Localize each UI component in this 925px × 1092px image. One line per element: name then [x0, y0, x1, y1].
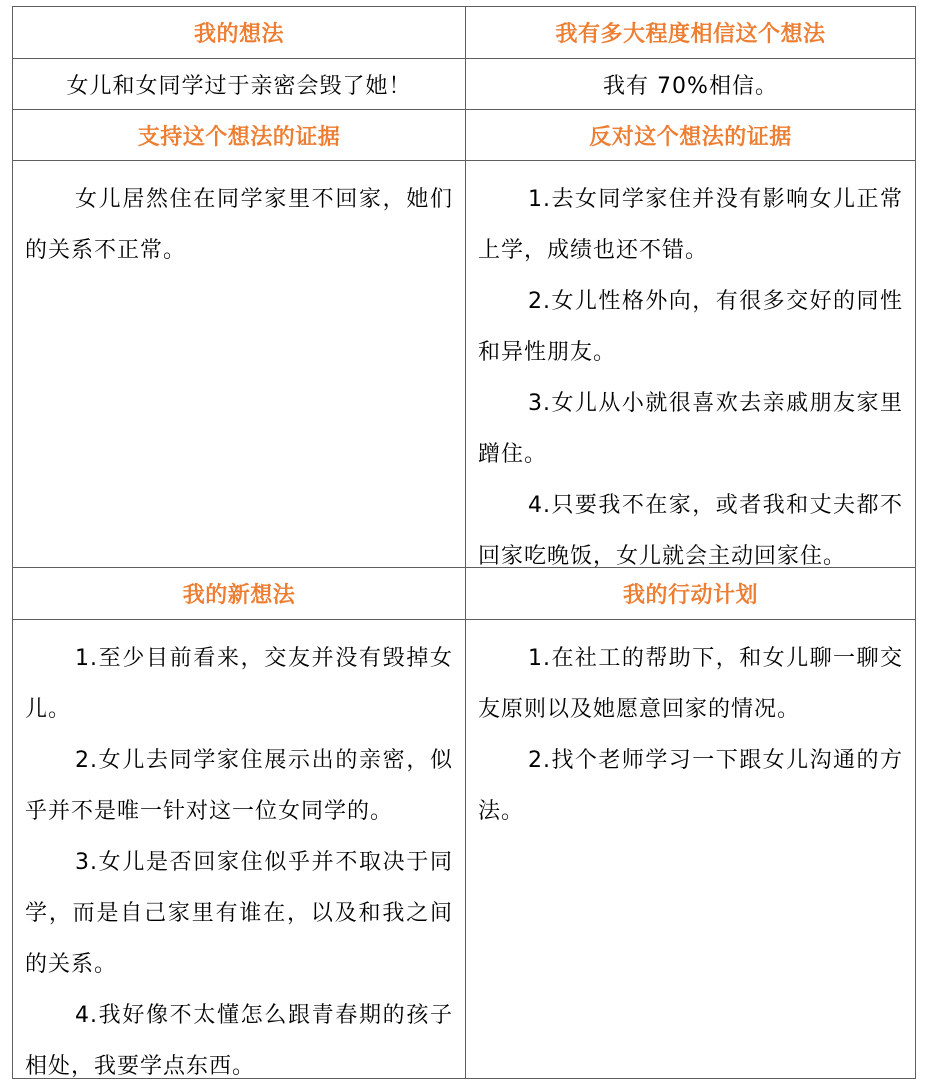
supporting-evidence-cell	[13, 161, 465, 567]
opposing-evidence-item: 4.只要我不在家，或者我和丈夫都不回家吃晚饭，女儿就会主动回家住。	[478, 493, 903, 569]
opposing-evidence-header: 反对这个想法的证据	[589, 124, 792, 150]
supporting-evidence-header: 支持这个想法的证据	[137, 124, 341, 150]
belief-level-header: 我有多大程度相信这个想法	[555, 22, 826, 47]
action-plan-header: 我的行动计划	[622, 583, 758, 608]
opposing-evidence-item: 2.女儿性格外向，有很多交好的同性和异性朋友。	[478, 289, 903, 365]
opposing-evidence-item: 1.去女同学家住并没有影响女儿正常上学，成绩也还不错。	[478, 187, 903, 263]
my-thought-header: 我的想法	[193, 22, 284, 47]
opposing-evidence-cell	[466, 161, 915, 567]
new-thought-item: 2.女儿去同学家住展示出的亲密，似乎并不是唯一针对这一位女同学的。	[25, 748, 453, 824]
action-plan-item: 1.在社工的帮助下，和女儿聊一聊交友原则以及她愿意回家的情况。	[478, 646, 903, 722]
action-plan-cell	[466, 620, 915, 1078]
new-thought-cell	[13, 620, 465, 1078]
my-thought-text: 女儿和女同学过于亲密会毁了她！	[66, 73, 412, 99]
opposing-evidence-item: 3.女儿从小就很喜欢去亲戚朋友家里蹭住。	[478, 391, 903, 467]
new-thought-item: 3.女儿是否回家住似乎并不取决于同学，而是自己家里有谁在，以及和我之间的关系。	[25, 850, 453, 977]
supporting-evidence-item: 女儿居然住在同学家里不回家，她们的关系不正常。	[25, 187, 453, 263]
action-plan-item: 2.找个老师学习一下跟女儿沟通的方法。	[478, 748, 903, 824]
thought-record-table	[12, 6, 916, 1079]
new-thought-item: 1.至少目前看来，交友并没有毁掉女儿。	[25, 646, 453, 722]
new-thought-header: 我的新想法	[182, 583, 296, 608]
new-thought-item: 4.我好像不太懂怎么跟青春期的孩子相处，我要学点东西。	[25, 1003, 453, 1079]
belief-level-text: 我有 70%相信。	[603, 73, 778, 99]
